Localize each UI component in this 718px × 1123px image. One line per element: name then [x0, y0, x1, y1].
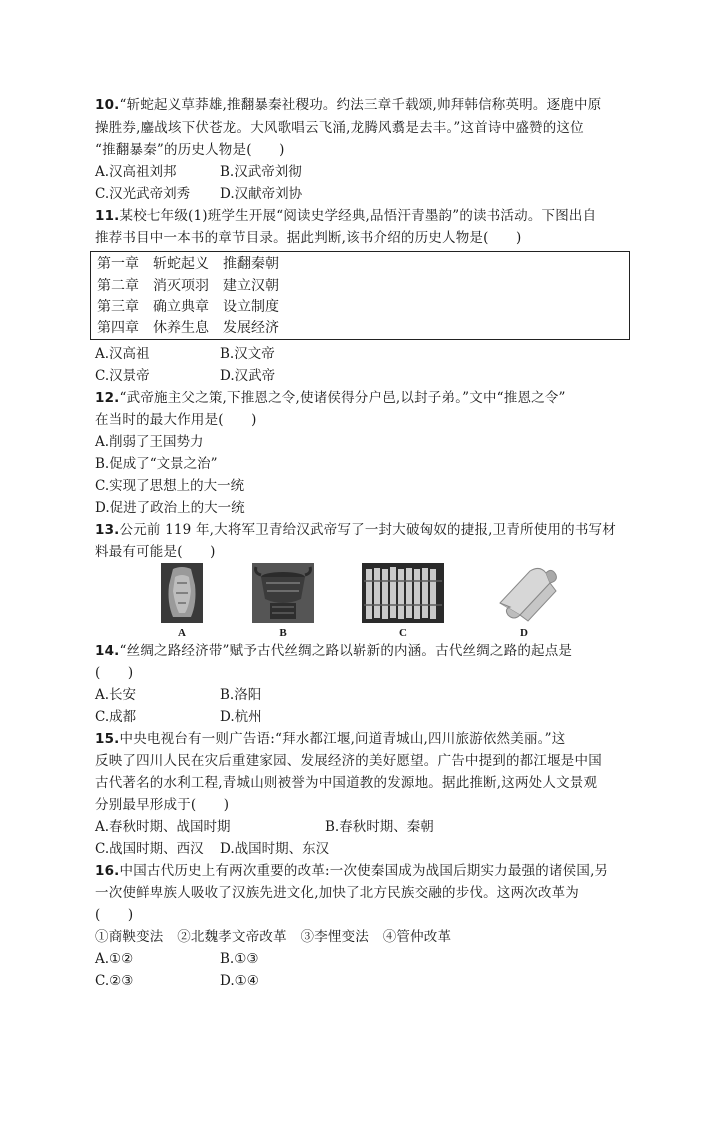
image-label-c: C — [399, 627, 407, 639]
q10-option-c: C.汉光武帝刘秀 — [95, 186, 191, 202]
q14-line-1 — [95, 641, 635, 661]
q10-line-2: 操胜券,鏖战垓下伏苍龙。大风歌唱云飞涌,龙腾风翥是去丰。”这首诗中盛赞的这位 — [95, 120, 584, 136]
toc-title-a: 确立典章 — [153, 299, 209, 315]
q11-option-a: A.汉高祖 — [95, 346, 150, 362]
q15-option-c: C.战国时期、西汉 — [95, 841, 204, 857]
q11-line-1 — [95, 206, 635, 226]
q15-line-1 — [95, 729, 635, 749]
q11-text-1: 某校七年级(1)班学生开展“阅读史学经典,品悟汗青墨韵”的读书活动。下图出自 — [119, 208, 597, 224]
q14-option-d: D.杭州 — [220, 709, 262, 725]
image-label-d: D — [520, 627, 528, 639]
q11-option-c: C.汉景帝 — [95, 368, 150, 384]
toc-chapter: 第一章 — [97, 256, 139, 272]
q12-number: 12. — [95, 390, 120, 406]
q14-option-c: C.成都 — [95, 709, 137, 725]
q15-line-4: 分别最早形成于( ) — [95, 797, 230, 813]
q15-option-b: B.春秋时期、秦朝 — [325, 819, 434, 835]
toc-title-a: 休养生息 — [153, 320, 209, 336]
q12-option-a: A.削弱了王国势力 — [95, 434, 204, 450]
q15-option-d: D.战国时期、东汉 — [220, 841, 330, 857]
image-label-a: A — [178, 627, 186, 639]
q16-line-3: ( ) — [95, 907, 134, 923]
q10-line-3: “推翻暴秦”的历史人物是( ) — [95, 142, 285, 158]
q16-option-d: D.①④ — [220, 973, 259, 989]
image-label-b: B — [279, 627, 287, 639]
q10-number: 10. — [95, 97, 120, 113]
q16-text-1: 中国古代历史上有两次重要的改革:一次使秦国成为战国后期实力最强的诸侯国,另 — [119, 863, 609, 879]
toc-row — [97, 276, 279, 296]
q11-number: 11. — [95, 208, 120, 224]
q12-line-1 — [95, 388, 635, 408]
q16-number: 16. — [95, 863, 120, 879]
toc-chapter: 第三章 — [97, 299, 139, 315]
q13-line-1 — [95, 520, 635, 540]
chapter-table-of-contents — [90, 251, 630, 340]
q12-text-1: “武帝施主父之策,下推恩之令,使诸侯得分户邑,以封子弟。”文中“推恩之令” — [119, 390, 566, 406]
q14-text-1: “丝绸之路经济带”赋予古代丝绸之路以崭新的内涵。古代丝绸之路的起点是 — [119, 643, 573, 659]
q14-option-a: A.长安 — [95, 687, 137, 703]
q11-line-2: 推荐书目中一本书的章节目录。据此判断,该书介绍的历史人物是( ) — [95, 230, 522, 246]
toc-row — [97, 318, 279, 338]
q16-line-1 — [95, 861, 635, 881]
q10-option-b: B.汉武帝刘彻 — [220, 164, 302, 180]
toc-title-b: 发展经济 — [223, 320, 279, 336]
jade-artifact-image — [161, 563, 203, 623]
q16-option-b: B.①③ — [220, 951, 259, 967]
q11-option-d: D.汉武帝 — [220, 368, 276, 384]
q13-line-2: 料最有可能是( ) — [95, 544, 216, 560]
q13-number: 13. — [95, 522, 120, 538]
q15-number: 15. — [95, 731, 120, 747]
q10-option-a: A.汉高祖刘邦 — [95, 164, 177, 180]
q13-text-1: 公元前 119 年,大将军卫青给汉武帝写了一封大破匈奴的捷报,卫青所使用的书写材 — [119, 522, 616, 538]
q16-line-2: 一次使鲜卑族人吸收了汉族先进文化,加快了北方民族交融的步伐。这两次改革为 — [95, 885, 579, 901]
q12-option-c: C.实现了思想上的大一统 — [95, 478, 245, 494]
toc-chapter: 第二章 — [97, 278, 139, 294]
toc-title-a: 消灭项羽 — [153, 278, 209, 294]
q12-option-d: D.促进了政治上的大一统 — [95, 500, 245, 516]
q14-number: 14. — [95, 643, 120, 659]
q12-option-b: B.促成了“文景之治” — [95, 456, 218, 472]
q12-line-2: 在当时的最大作用是( ) — [95, 412, 257, 428]
toc-row — [97, 254, 279, 274]
q16-items: ①商鞅变法 ②北魏孝文帝改革 ③李悝变法 ④管仲改革 — [95, 929, 452, 945]
q16-option-a: A.①② — [95, 951, 134, 967]
paper-scroll-image — [490, 563, 560, 623]
bamboo-slips-image — [362, 563, 444, 623]
q10-text-1: “斩蛇起义草莽雄,推翻暴秦社稷功。约法三章千载颂,帅拜韩信称英明。逐鹿中原 — [119, 97, 602, 113]
q10-option-d: D.汉献帝刘协 — [220, 186, 303, 202]
bronze-vessel-image — [252, 563, 314, 623]
q16-option-c: C.②③ — [95, 973, 134, 989]
toc-title-b: 推翻秦朝 — [223, 256, 279, 272]
q15-text-1: 中央电视台有一则广告语:“拜水都江堰,问道青城山,四川旅游依然美丽。”这 — [119, 731, 566, 747]
q14-option-b: B.洛阳 — [220, 687, 262, 703]
toc-row — [97, 297, 279, 317]
q15-line-3: 古代著名的水利工程,青城山则被誉为中国道教的发源地。据此推断,这两处人文景观 — [95, 775, 598, 791]
q11-option-b: B.汉文帝 — [220, 346, 275, 362]
q14-line-2: ( ) — [95, 665, 134, 681]
q10-line-1 — [95, 95, 635, 115]
q15-option-a: A.春秋时期、战国时期 — [95, 819, 231, 835]
q15-line-2: 反映了四川人民在灾后重建家园、发展经济的美好愿望。广告中提到的都江堰是中国 — [95, 753, 602, 769]
toc-title-b: 建立汉朝 — [223, 278, 279, 294]
toc-chapter: 第四章 — [97, 320, 139, 336]
toc-title-b: 设立制度 — [223, 299, 279, 315]
toc-title-a: 斩蛇起义 — [153, 256, 209, 272]
